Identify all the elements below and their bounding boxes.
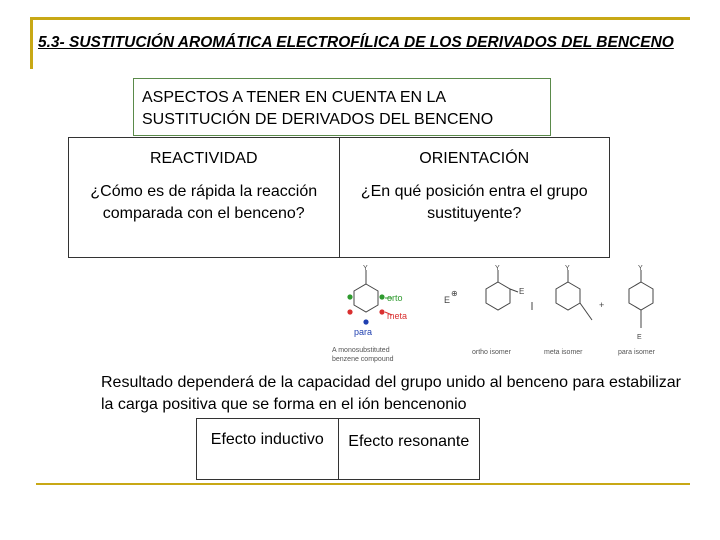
para-isomer-label: para isomer <box>618 349 655 356</box>
reactivity-orientation-table <box>68 137 610 258</box>
ortho-dot <box>347 294 352 299</box>
slide-title: 5.3- SUSTITUCIÓN AROMÁTICA ELECTROFÍLICA DE LOS DERIVADOS DEL BENCENO <box>38 34 674 51</box>
plus-sign: + <box>599 300 605 310</box>
meta-dot <box>347 309 352 314</box>
meta-label: meta <box>387 311 408 321</box>
caption-line-1: A monosubstituted <box>332 347 390 354</box>
ortho-label: orto <box>387 293 403 303</box>
reactivity-column <box>69 138 339 257</box>
decorative-top-rule <box>30 17 690 20</box>
resonance-effect: Efecto resonante <box>338 419 480 479</box>
ortho-isomer-substituent: Y <box>495 265 500 272</box>
substitution-diagram <box>330 262 675 364</box>
decorative-bottom-rule <box>36 483 690 485</box>
result-text: Resultado dependerá de la capacidad del grupo unido al benceno para estabilizar la carga positiva que se forma en el ión bencenonio <box>101 374 681 413</box>
meta-isomer-substituent: Y <box>565 265 570 272</box>
meta-isomer-label: meta isomer <box>544 349 583 356</box>
orientation-heading: ORIENTACIÓN <box>419 150 530 167</box>
para-dot <box>363 319 368 324</box>
ortho-isomer-label: ortho isomer <box>472 349 511 356</box>
ortho-isomer-structure <box>486 270 518 310</box>
reactivity-heading: REACTIVIDAD <box>149 150 258 167</box>
meta-dot <box>379 309 384 314</box>
orientation-question: ¿En qué posición entra el grupo sustituyente? <box>360 183 588 222</box>
electrophile-label: E <box>444 295 451 305</box>
para-isomer-structure <box>629 270 653 328</box>
para-isomer-substituent: Y <box>638 265 643 272</box>
ortho-isomer-e-label: E <box>519 287 525 296</box>
substituent-label: Y <box>363 265 368 272</box>
para-isomer-e-label: E <box>637 334 642 341</box>
aspects-box: ASPECTOS A TENER EN CUENTA EN LA SUSTITUCIÓN DE DERIVADOS DEL BENCENO <box>133 78 551 136</box>
charge-label: ⊕ <box>451 289 458 298</box>
meta-isomer-structure <box>556 270 592 320</box>
inductive-effect: Efecto inductivo <box>210 431 324 448</box>
decorative-left-rule <box>30 17 33 69</box>
para-label: para <box>354 327 373 337</box>
effects-box <box>196 418 480 480</box>
reactivity-question: ¿Cómo es de rápida la reacción comparada con el benceno? <box>90 183 318 222</box>
caption-line-2: benzene compound <box>332 356 394 363</box>
monosubstituted-benzene <box>354 270 378 312</box>
ortho-dot <box>379 294 384 299</box>
orientation-column <box>339 138 610 257</box>
